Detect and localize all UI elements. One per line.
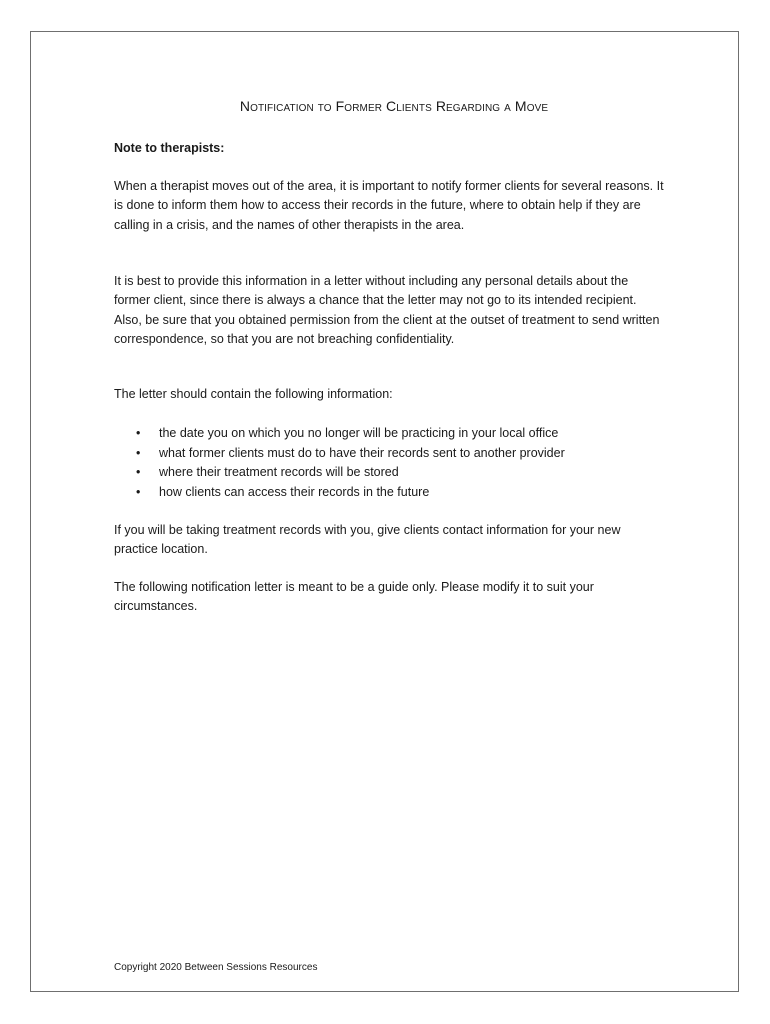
- list-item-text: where their treatment records will be stored: [159, 465, 399, 479]
- document-title: Notification to Former Clients Regarding a Move: [239, 98, 549, 114]
- list-item-text: how clients can access their records in the future: [159, 484, 430, 499]
- paragraph-records: If you will be taking treatment records with you, give clients contact information for your new practice location.: [114, 523, 621, 557]
- note-heading: Note to therapists:: [114, 141, 225, 155]
- bullet-icon: •: [136, 484, 141, 499]
- paragraph-guide: The following notification letter is meant to be a guide only. Please modify it to suit your circumstances.: [114, 580, 594, 614]
- bullet-list: [114, 424, 565, 502]
- list-item: [114, 444, 565, 464]
- paragraph-intro: When a therapist moves out of the area, it is important to notify former clients for several reasons. It is done to inform them how to access their records in the future, where to obtain help if they are calling in a crisis, and the names of other therapists in the area.: [114, 179, 664, 232]
- list-item-text: the date you on which you no longer will be practicing in your local office: [159, 426, 559, 440]
- bullet-icon: •: [136, 445, 141, 460]
- list-item-text: what former clients must do to have their records sent to another provider: [159, 445, 565, 460]
- list-item: [114, 483, 565, 503]
- copyright-footer: Copyright 2020 Between Sessions Resources: [114, 962, 318, 973]
- paragraph-letter-contents: The letter should contain the following information:: [114, 387, 393, 401]
- document-page: [30, 31, 739, 992]
- paragraph-privacy: It is best to provide this information in a letter without including any personal details about the former client, since there is always a chance that the letter may not go to its intended recipient. Also, be sure that you obtained permission from the client at the outset of treatment to send written correspondence, so that you are not breaching confidentiality.: [114, 274, 660, 346]
- list-item: [114, 424, 565, 444]
- bullet-icon: •: [136, 426, 141, 440]
- bullet-icon: •: [136, 465, 141, 479]
- list-item: [114, 463, 565, 483]
